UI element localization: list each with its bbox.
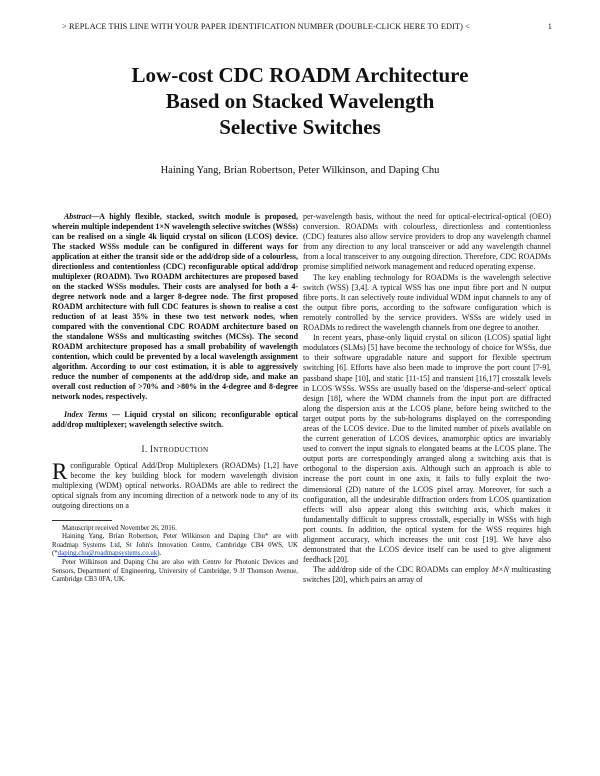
section-initial: I (149, 444, 154, 454)
footnote-rule (52, 520, 112, 521)
intro-p1-text: configurable Optical Add/Drop Multiplexers (ROADMs) [1,2] have become the key building block for modern wavelength division multiplexing (WDM) optical networks. ROADMs are able to redirect the optical signals from any incoming direction of a network node to any of its outgoing directions on a (52, 461, 298, 511)
intro-paragraph-4 (303, 565, 551, 585)
footnote-received: Manuscript received November 26, 2016. (62, 524, 177, 532)
intro-paragraph-1 (52, 461, 298, 511)
index-terms-lead: Index Terms (64, 410, 108, 419)
section-heading-introduction (52, 444, 298, 455)
section-rest: NTRODUCTION (153, 446, 209, 454)
paper-title (40, 62, 560, 140)
author-list: Haining Yang, Brian Robertson, Peter Wilkinson, and Daping Chu (160, 165, 440, 176)
title-line-1: Low-cost CDC ROADM Architecture (131, 63, 469, 87)
right-column (303, 212, 551, 585)
title-line-3: Selective Switches (219, 115, 381, 139)
abstract (52, 212, 298, 402)
affil1-pre: Haining Yang, Brian Robertson, Peter Wilkinson and Daping Chu* are with Roadmap Systems Ltd, St John's Innovation Centre, Cambridge CB4 0WS, UK (* (52, 533, 298, 558)
running-header (62, 22, 552, 31)
p4-post: multicasting switches [20], which pairs an array of (303, 565, 551, 585)
title-line-2: Based on Stacked Wavelength (165, 89, 435, 113)
page-number: 1 (547, 22, 552, 31)
footnote-affiliation-2: Peter Wilkinson and Daping Chu are also with Centre for Photonic Devices and Sensors, Department of Engineering, University of Cambridge, 9 JJ Thomson Avenue, Cambridge CB3 0FA, UK. (52, 558, 298, 584)
abstract-lead: Abstract (64, 212, 92, 221)
p4-mxn: M×N (491, 565, 509, 575)
p4-pre: The add/drop side of the CDC ROADMs can employ (313, 565, 492, 575)
index-terms (52, 410, 298, 430)
running-head-text: > REPLACE THIS LINE WITH YOUR PAPER IDENTIFICATION NUMBER (DOUBLE-CLICK HERE TO EDIT) < (62, 22, 470, 31)
intro-p1-continued: per-wavelength basis, without the need for optical-electrical-optical (OEO) conversion. ROADMs with colourless, directionless and contentionless (CDC) features also allow service providers to drop any wavelength channel from any direction to any local transceiver or add any wavelength channel from a local transceiver to any outgoing direction. Therefore, CDC ROADMs promise simplified network management and reduced operating expense. (303, 212, 551, 272)
intro-paragraph-3: In recent years, phase-only liquid crystal on silicon (LCOS) spatial light modulators (SLMs) [5] have become the technology of choice for WSSs, due to their software upgradable nature and support for flexible spectrum switching [6]. Efforts have also been made to improve the port count [7-9], passband shape [10], and static [11-15] and transient [16,17] crosstalk levels in LCOS WSSs. WSSs are usually based on the 'disperse-and-select' optical design [18], where the WDM channels from the input port are diffracted along the dispersion axis at the LCOS plane, before being switched to the target output ports by the sub-holograms displayed on the corresponding areas of the LCOS device. Due to the limited number of pixels available on the current generation of LCOS devices, anamorphic optics are invariably used to convert the input signals to elongated beams at the LCOS plane. The output ports are correspondingly arranged along a switching axis that is orthogonal to the dispersion axis. Although such an approach is able to increase the port count in one axis, it fails to fully exploit the two-dimensional (2D) nature of the LCOS pixel array. Moreover, for such a configuration, all the undesirable diffraction orders from LCOS quantization effects will also appear along this switching axis, which makes it fundamentally difficult to suppress crosstalk, especially in WSSs with high port counts. In addition, the optical system for the WSS requires high alignment accuracy, which increases the unit cost [19]. We have also demonstrated that the LCOS device itself can be used to give alignment feedback [20]. (303, 333, 551, 565)
intro-paragraph-2: The key enabling technology for ROADMs is the wavelength selective switch (WSS) [3,4]. A typical WSS has one input fibre port and N output fibre ports. It can selectively route individual WDM input channels to any of the output fibre ports, according to the software configuration which is remotely controlled by the service providers. WSSs are widely used in ROADMs to redirect the wavelength channels from one degree to another. (303, 272, 551, 333)
index-terms-text: — Liquid crystal on silicon; reconfigurable optical add/drop multiplexer; wavelength selective switch. (52, 410, 298, 429)
email-link[interactable]: daping.chu@roadmapsystems.co.uk (57, 550, 158, 558)
affil1-post: ). (157, 550, 162, 558)
abstract-text: —A highly flexible, stacked, switch module is proposed, wherein multiple independent 1×N wavelength selective switches (WSSs) can be realised on a single 4k liquid crystal on silicon (LCOS) device. The stacked WSSs module can be configured in different ways for application at either the transit side or the add/drop side of a colourless, directionless and contentionless (CDC) reconfigurable optical add/drop multiplexer (ROADM). Two ROADM architectures are proposed based on the stacked WSSs modules. Their costs are analysed for both a 4-degree network node and a larger 8-degree node. The first proposed ROADM architecture with full CDC features is shown to realise a cost reduction of at least 35% in these two test network nodes, when compared with the conventional CDC ROADM architecture based on the standalone WSSs and multicasting switches (MCSs). The second ROADM architecture proposed has a small probability of wavelength contention, which could be prevented by a local wavelength assignment algorithm. According to our cost estimation, it is able to aggressively reduce the number of components at the add/drop side, and make an overall cost reduction of >70% and >80% in the 4-degree and 8-degree network nodes, respectively. (52, 212, 298, 401)
left-column (52, 212, 298, 585)
section-numeral: I. (141, 444, 150, 454)
footnote-affiliation-1 (52, 533, 298, 559)
drop-cap: R (52, 459, 68, 485)
